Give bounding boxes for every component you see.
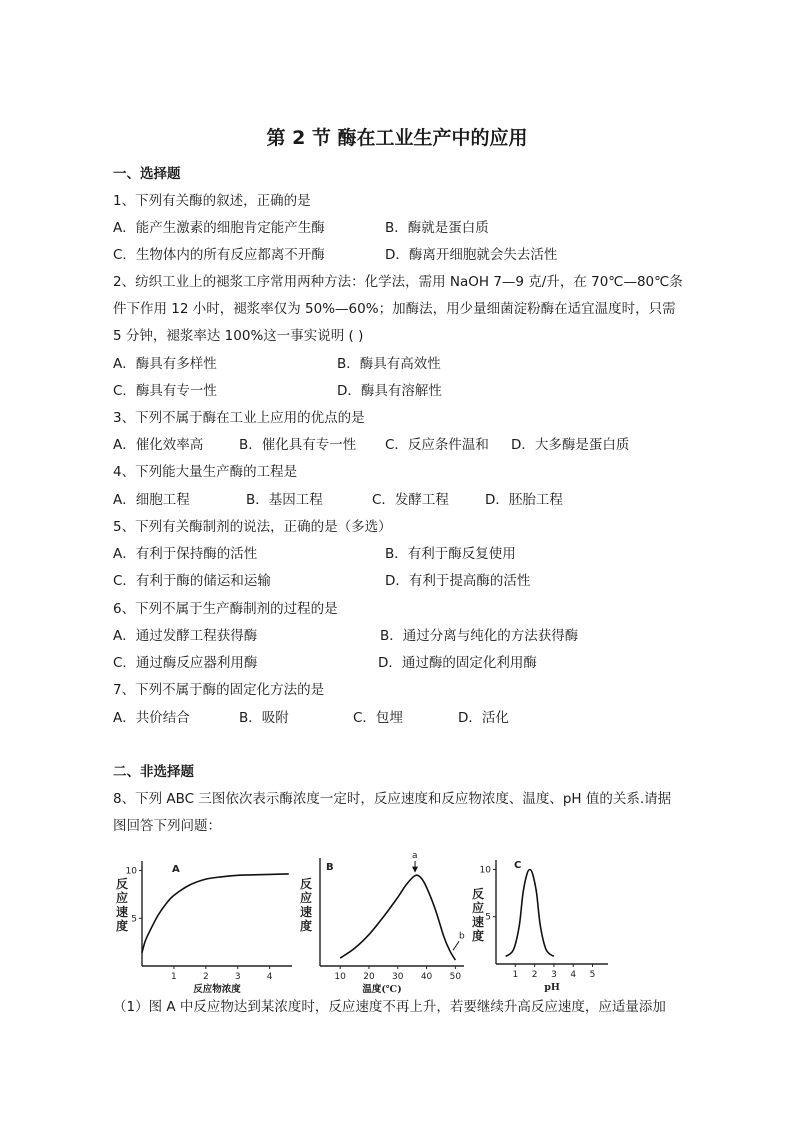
chart-c-series-line-0 <box>506 870 554 957</box>
chart-b <box>296 846 468 994</box>
chart-c-xtick-label-4: 5 <box>589 970 596 980</box>
chart-b-ylabel-char-1: 应 <box>299 891 313 905</box>
chart-a-xtick-label-0: 1 <box>171 972 177 982</box>
chart-c-ylabel-char-3: 度 <box>471 929 485 943</box>
chart-a-series-line-0 <box>142 874 289 953</box>
chart-b-xtick-label-0: 10 <box>334 972 346 982</box>
question-4-option-c[interactable]: C．发酵工程 <box>372 492 449 508</box>
question-7-option-b[interactable]: B．吸附 <box>239 710 289 726</box>
chart-b-title: B <box>326 862 334 873</box>
question-7-option-c[interactable]: C．包埋 <box>353 710 403 726</box>
question-1-option-a[interactable]: A．能产生激素的细胞肯定能产生酶 <box>113 220 325 236</box>
question-2-line-2: 件下作用 12 小时，褪浆率仅为 50%—60%；加酶法，用少量细菌淀粉酶在适宜温度时，只需 <box>113 301 676 317</box>
question-2-line-3: 5 分钟，褪浆率达 100%这一事实说明 ( ) <box>113 328 364 344</box>
chart-a-ylabel-char-2: 速 <box>115 905 129 919</box>
question-3-option-a[interactable]: A．催化效率高 <box>113 437 204 453</box>
question-8-line-2: 图回答下列问题： <box>113 818 221 834</box>
question-7-option-d[interactable]: D．活化 <box>458 710 509 726</box>
page-title: 第 2 节 酶在工业生产中的应用 <box>266 127 528 149</box>
chart-b-annotation-a: a <box>412 851 418 861</box>
chart-b-xlabel: 温度(℃) <box>362 984 402 994</box>
question-2-line-1: 2、纺织工业上的褪浆工序常用两种方法：化学法，需用 NaOH 7—9 克/升，在 70℃—80℃条 <box>113 274 683 290</box>
question-4-option-d[interactable]: D．胚胎工程 <box>485 492 563 508</box>
question-2-option-c[interactable]: C．酶具有专一性 <box>113 383 217 399</box>
question-1-stem: 1、下列有关酶的叙述，正确的是 <box>113 193 311 209</box>
question-7-stem: 7、下列不属于酶的固定化方法的是 <box>113 682 325 698</box>
question-5-stem: 5、下列有关酶制剂的说法，正确的是（多选） <box>113 519 392 535</box>
chart-c-ytick-label-0: 10 <box>479 865 491 876</box>
chart-c-xtick-label-0: 1 <box>512 970 519 980</box>
question-8-subquestion-1: （1）图 A 中反应物达到某浓度时，反应速度不再上升，若要继续升高反应速度，应适量添加 <box>113 999 666 1015</box>
question-4-option-b[interactable]: B．基因工程 <box>246 492 323 508</box>
chart-b-ylabel-char-0: 反 <box>299 877 313 891</box>
question-1-option-c[interactable]: C．生物体内的所有反应都离不开酶 <box>113 247 325 263</box>
chart-c-ytick-label-1: 5 <box>485 912 491 923</box>
question-6-option-a[interactable]: A．通过发酵工程获得酶 <box>113 628 258 644</box>
question-6-option-c[interactable]: C．通过酶反应器利用酶 <box>113 655 258 671</box>
question-6-option-b[interactable]: B．通过分离与纯化的方法获得酶 <box>380 628 579 644</box>
chart-a-xtick-label-3: 4 <box>266 972 273 982</box>
question-3-option-b[interactable]: B．催化具有专一性 <box>239 437 357 453</box>
question-7-option-a[interactable]: A．共价结合 <box>113 710 190 726</box>
chart-a-ylabel-char-3: 度 <box>115 919 129 933</box>
chart-b-xtick-label-1: 20 <box>363 972 375 982</box>
chart-a <box>112 848 298 994</box>
chart-b-series-line-0 <box>340 875 455 960</box>
chart-c-ylabel-char-0: 反 <box>471 887 485 901</box>
chart-c-xtick-label-3: 4 <box>570 970 577 980</box>
chart-c-ylabel-char-1: 应 <box>471 901 485 915</box>
chart-a-title: A <box>172 864 180 875</box>
question-2-option-a[interactable]: A．酶具有多样性 <box>113 356 217 372</box>
chart-b-xtick-label-4: 50 <box>449 972 462 982</box>
chart-b-annotation-b: b <box>459 931 465 942</box>
question-3-option-c[interactable]: C．反应条件温和 <box>385 437 489 453</box>
chart-a-xlabel: 反应物浓度 <box>193 984 241 994</box>
question-2-option-b[interactable]: B．酶具有高效性 <box>337 356 441 372</box>
chart-c <box>470 850 620 994</box>
chart-b-ylabel-char-3: 度 <box>299 919 313 933</box>
chart-a-ylabel-char-1: 应 <box>115 891 129 905</box>
chart-c-ylabel-char-2: 速 <box>471 915 485 929</box>
chart-b-arrow-b <box>453 941 459 950</box>
chart-b-xtick-label-3: 40 <box>420 972 433 982</box>
chart-c-xtick-label-2: 3 <box>551 970 557 980</box>
chart-b-xtick-label-2: 30 <box>392 972 404 982</box>
question-2-option-d[interactable]: D．酶具有溶解性 <box>337 383 442 399</box>
chart-a-ylabel-char-0: 反 <box>115 877 129 891</box>
question-1-option-b[interactable]: B．酶就是蛋白质 <box>385 220 489 236</box>
chart-b-ylabel-char-2: 速 <box>299 905 313 919</box>
chart-a-xtick-label-1: 2 <box>202 972 209 982</box>
section-heading-non-choice: 二、非选择题 <box>113 764 194 780</box>
chart-b-arrow-a-head <box>412 867 418 873</box>
question-6-option-d[interactable]: D．通过酶的固定化利用酶 <box>378 655 537 671</box>
question-3-option-d[interactable]: D．大多酶是蛋白质 <box>511 437 630 453</box>
question-5-option-c[interactable]: C．有利于酶的储运和运输 <box>113 573 271 589</box>
question-3-stem: 3、下列不属于酶在工业上应用的优点的是 <box>113 410 365 426</box>
question-5-option-b[interactable]: B．有利于酶反复使用 <box>385 546 516 562</box>
question-4-stem: 4、下列能大量生产酶的工程是 <box>113 464 298 480</box>
question-6-stem: 6、下列不属于生产酶制剂的过程的是 <box>113 601 338 617</box>
chart-c-xtick-label-1: 2 <box>531 970 538 980</box>
chart-a-ytick-label-1: 5 <box>131 914 137 925</box>
question-5-option-d[interactable]: D．有利于提高酶的活性 <box>385 573 531 589</box>
chart-a-ytick-label-0: 10 <box>125 866 137 877</box>
question-5-option-a[interactable]: A．有利于保持酶的活性 <box>113 546 258 562</box>
section-heading-choice: 一、选择题 <box>113 166 181 182</box>
chart-a-xtick-label-2: 3 <box>234 972 241 982</box>
question-8-line-1: 8、下列 ABC 三图依次表示酶浓度一定时，反应速度和反应物浓度、温度、pH 值的关系.请据 <box>113 791 672 807</box>
chart-c-title: C <box>514 860 522 871</box>
question-4-option-a[interactable]: A．细胞工程 <box>113 492 190 508</box>
chart-c-xlabel: pH <box>544 982 560 993</box>
question-1-option-d[interactable]: D．酶离开细胞就会失去活性 <box>385 247 558 263</box>
